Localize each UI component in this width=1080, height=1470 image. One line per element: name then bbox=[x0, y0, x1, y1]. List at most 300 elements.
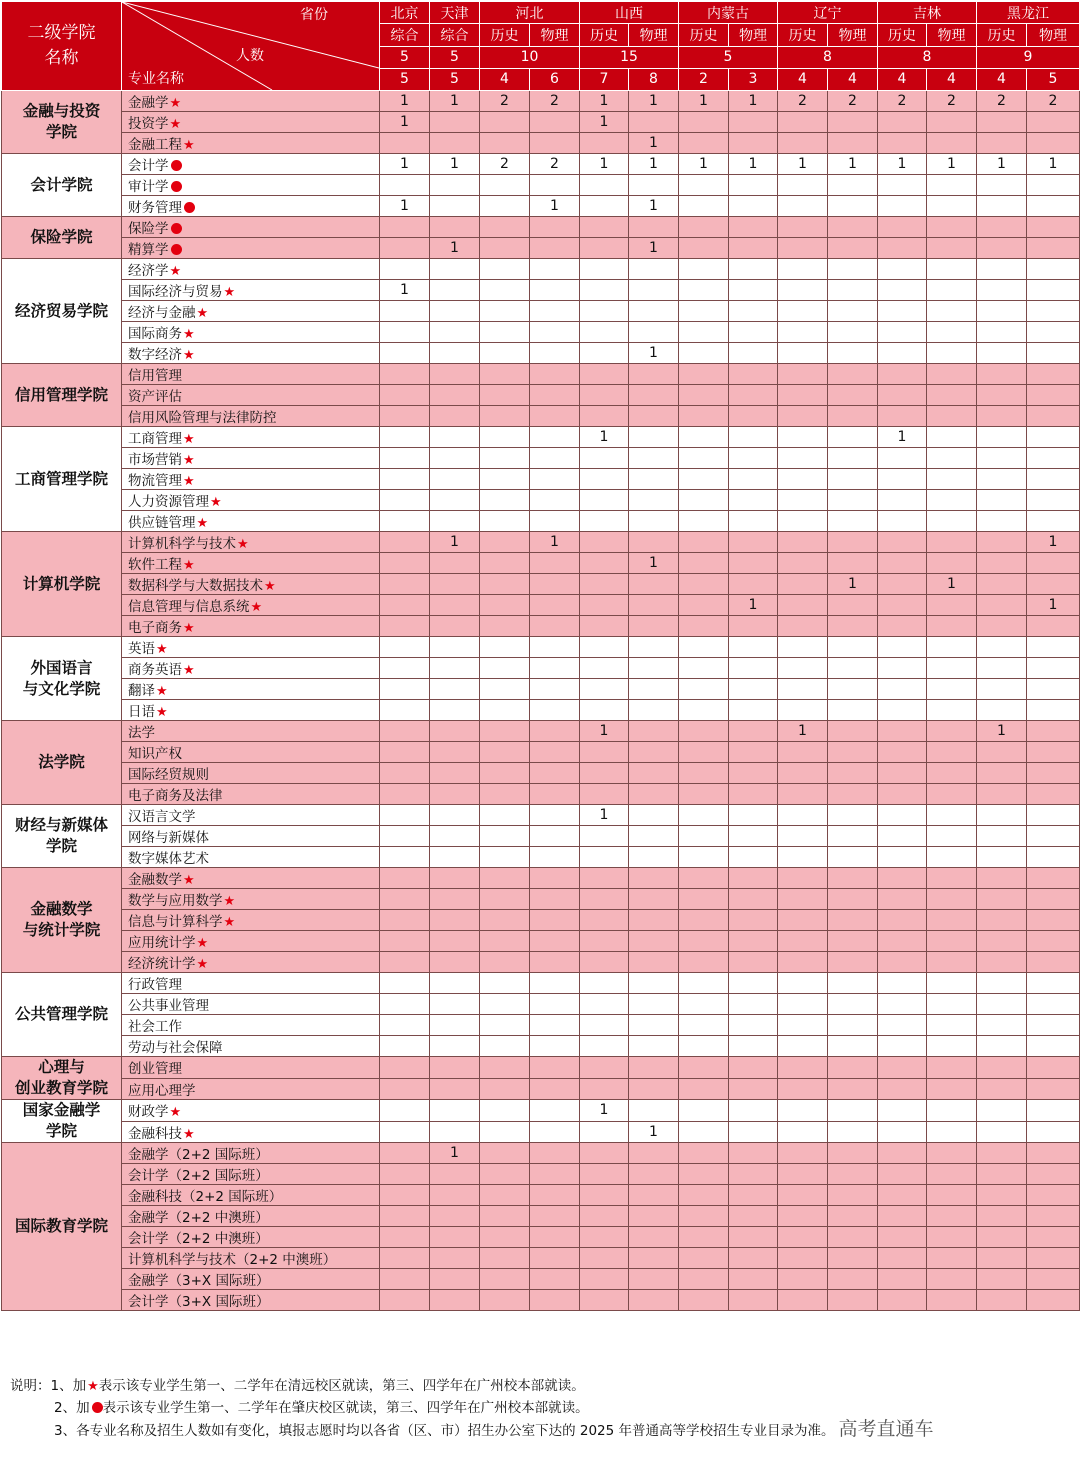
count-cell bbox=[530, 973, 580, 994]
major-name bbox=[122, 574, 380, 595]
count-cell bbox=[729, 280, 778, 301]
count-cell bbox=[480, 175, 530, 196]
subject-header: 综合 bbox=[380, 24, 430, 46]
count-cell bbox=[778, 301, 828, 322]
count-cell bbox=[530, 868, 580, 889]
count-cell bbox=[580, 889, 629, 910]
count-cell bbox=[778, 1206, 828, 1227]
count-cell bbox=[828, 1015, 878, 1036]
count-cell bbox=[977, 847, 1027, 868]
count-cell bbox=[380, 1269, 430, 1290]
count-cell bbox=[679, 1164, 729, 1185]
star-icon: ★ bbox=[183, 138, 195, 153]
subject-count: 4 bbox=[778, 68, 828, 90]
count-cell bbox=[679, 322, 729, 343]
count-cell bbox=[878, 700, 927, 721]
count-cell bbox=[977, 1185, 1027, 1206]
count-cell bbox=[530, 952, 580, 973]
count-cell bbox=[629, 931, 679, 952]
count-cell bbox=[580, 196, 629, 217]
major-name bbox=[122, 217, 380, 238]
count-cell bbox=[729, 1206, 778, 1227]
subject-count: 5 bbox=[1027, 68, 1080, 90]
count-cell bbox=[380, 1143, 430, 1164]
star-icon: ★ bbox=[196, 306, 209, 321]
count-cell bbox=[430, 679, 480, 700]
count-cell bbox=[530, 301, 580, 322]
count-cell: 2 bbox=[878, 91, 927, 112]
major-label: 知识产权 bbox=[128, 746, 182, 762]
count-cell bbox=[828, 1227, 878, 1248]
table-row bbox=[2, 259, 1080, 280]
count-cell bbox=[480, 1143, 530, 1164]
count-cell bbox=[778, 322, 828, 343]
count-cell bbox=[778, 679, 828, 700]
count-cell bbox=[380, 742, 430, 763]
subject-count: 4 bbox=[977, 68, 1027, 90]
count-cell bbox=[977, 805, 1027, 826]
count-cell bbox=[629, 1143, 679, 1164]
major-name bbox=[122, 742, 380, 763]
table-row bbox=[2, 553, 1080, 574]
major-name bbox=[122, 847, 380, 868]
count-cell bbox=[679, 532, 729, 553]
count-cell bbox=[380, 259, 430, 280]
count-cell bbox=[878, 994, 927, 1015]
count-cell bbox=[380, 532, 430, 553]
subject-header: 物理 bbox=[530, 24, 580, 46]
count-cell: 1 bbox=[778, 721, 828, 742]
college-name: 财经与新媒体 学院 bbox=[2, 805, 122, 868]
count-cell bbox=[380, 469, 430, 490]
count-cell bbox=[629, 490, 679, 511]
count-cell: 1 bbox=[380, 196, 430, 217]
count-cell: 1 bbox=[878, 427, 927, 448]
count-cell bbox=[530, 406, 580, 427]
college-name: 法学院 bbox=[2, 721, 122, 805]
count-cell bbox=[977, 1269, 1027, 1290]
count-cell bbox=[679, 1057, 729, 1079]
count-cell bbox=[380, 364, 430, 385]
major-label: 会计学 bbox=[128, 158, 169, 174]
major-label: 经济与金融 bbox=[128, 305, 196, 321]
count-label: 人数 bbox=[236, 48, 264, 64]
count-cell bbox=[580, 1015, 629, 1036]
count-cell bbox=[530, 763, 580, 784]
count-cell bbox=[977, 1227, 1027, 1248]
note1-prefix: 1、加 bbox=[50, 1378, 87, 1394]
count-cell bbox=[380, 805, 430, 826]
count-cell bbox=[927, 448, 977, 469]
count-cell bbox=[1027, 490, 1080, 511]
major-name bbox=[122, 973, 380, 994]
count-cell bbox=[878, 742, 927, 763]
count-cell bbox=[828, 1078, 878, 1100]
major-label: 应用心理学 bbox=[128, 1082, 196, 1099]
count-cell bbox=[580, 763, 629, 784]
star-icon: ★ bbox=[87, 1379, 99, 1394]
count-cell bbox=[380, 973, 430, 994]
count-cell bbox=[927, 784, 977, 805]
count-cell bbox=[380, 511, 430, 532]
count-cell bbox=[729, 469, 778, 490]
major-label: 商务英语 bbox=[128, 662, 182, 678]
count-cell bbox=[927, 1015, 977, 1036]
count-cell bbox=[828, 994, 878, 1015]
count-cell bbox=[530, 595, 580, 616]
major-name bbox=[122, 1269, 380, 1290]
count-cell bbox=[977, 1100, 1027, 1122]
table-row bbox=[2, 1036, 1080, 1057]
major-name bbox=[122, 910, 380, 931]
count-cell bbox=[927, 217, 977, 238]
table-row bbox=[2, 1057, 1080, 1079]
count-cell bbox=[629, 175, 679, 196]
count-cell bbox=[580, 1078, 629, 1100]
count-cell bbox=[778, 1036, 828, 1057]
count-cell bbox=[977, 931, 1027, 952]
college-name: 国家金融学 学院 bbox=[2, 1100, 122, 1143]
count-cell bbox=[828, 259, 878, 280]
count-cell bbox=[380, 679, 430, 700]
count-cell bbox=[629, 742, 679, 763]
count-cell bbox=[927, 1185, 977, 1206]
major-label: 金融数学 bbox=[128, 872, 182, 888]
count-cell bbox=[430, 910, 480, 931]
subject-header: 物理 bbox=[927, 24, 977, 46]
count-cell bbox=[580, 448, 629, 469]
major-name bbox=[122, 427, 380, 448]
count-cell bbox=[729, 1036, 778, 1057]
major-name bbox=[122, 1100, 380, 1122]
province-header: 河北 bbox=[480, 2, 580, 24]
star-icon: ★ bbox=[183, 621, 195, 636]
count-cell bbox=[530, 721, 580, 742]
count-cell bbox=[679, 1248, 729, 1269]
count-cell bbox=[1027, 1269, 1080, 1290]
count-cell bbox=[828, 1100, 878, 1122]
count-cell bbox=[878, 1206, 927, 1227]
star-icon: ★ bbox=[223, 285, 236, 300]
count-cell bbox=[530, 133, 580, 154]
count-cell bbox=[977, 574, 1027, 595]
major-name bbox=[122, 553, 380, 574]
count-cell bbox=[679, 889, 729, 910]
count-cell bbox=[977, 511, 1027, 532]
major-name bbox=[122, 637, 380, 658]
count-cell bbox=[480, 259, 530, 280]
count-cell bbox=[430, 1121, 480, 1143]
count-cell bbox=[430, 511, 480, 532]
count-cell bbox=[878, 532, 927, 553]
count-cell bbox=[380, 406, 430, 427]
count-cell bbox=[480, 763, 530, 784]
count-cell bbox=[480, 448, 530, 469]
college-header bbox=[2, 2, 122, 91]
count-cell bbox=[380, 322, 430, 343]
count-cell bbox=[480, 301, 530, 322]
count-cell: 2 bbox=[480, 91, 530, 112]
count-cell bbox=[878, 595, 927, 616]
count-cell bbox=[729, 1078, 778, 1100]
subject-count: 4 bbox=[927, 68, 977, 90]
count-cell bbox=[480, 427, 530, 448]
count-cell bbox=[430, 1269, 480, 1290]
count-cell bbox=[828, 196, 878, 217]
count-cell bbox=[679, 385, 729, 406]
table-row bbox=[2, 616, 1080, 637]
count-cell bbox=[878, 763, 927, 784]
count-cell bbox=[530, 1036, 580, 1057]
major-name bbox=[122, 322, 380, 343]
count-cell bbox=[977, 133, 1027, 154]
table-row bbox=[2, 532, 1080, 553]
star-icon: ★ bbox=[223, 915, 236, 930]
count-cell bbox=[878, 847, 927, 868]
count-cell bbox=[1027, 196, 1080, 217]
count-cell bbox=[380, 721, 430, 742]
count-cell bbox=[430, 721, 480, 742]
count-cell bbox=[1027, 1290, 1080, 1311]
count-cell bbox=[828, 511, 878, 532]
count-cell bbox=[430, 322, 480, 343]
count-cell bbox=[729, 847, 778, 868]
count-cell bbox=[580, 1206, 629, 1227]
notes-label: 说明： bbox=[10, 1378, 51, 1394]
province-total: 8 bbox=[878, 46, 977, 68]
count-cell bbox=[530, 112, 580, 133]
college-name: 公共管理学院 bbox=[2, 973, 122, 1057]
count-cell bbox=[729, 448, 778, 469]
subject-count: 3 bbox=[729, 68, 778, 90]
table-row bbox=[2, 112, 1080, 133]
major-name bbox=[122, 532, 380, 553]
count-cell: 1 bbox=[629, 343, 679, 364]
count-cell bbox=[679, 931, 729, 952]
count-cell bbox=[1027, 1248, 1080, 1269]
count-cell bbox=[878, 910, 927, 931]
count-cell bbox=[480, 679, 530, 700]
count-cell bbox=[629, 385, 679, 406]
count-cell bbox=[1027, 553, 1080, 574]
count-cell bbox=[729, 742, 778, 763]
count-cell bbox=[1027, 784, 1080, 805]
count-cell bbox=[480, 1290, 530, 1311]
college-name: 国际教育学院 bbox=[2, 1143, 122, 1311]
count-cell bbox=[530, 889, 580, 910]
star-icon: ★ bbox=[183, 432, 195, 447]
count-cell bbox=[1027, 511, 1080, 532]
count-cell bbox=[679, 1206, 729, 1227]
table-row bbox=[2, 196, 1080, 217]
count-cell bbox=[1027, 868, 1080, 889]
major-name bbox=[122, 343, 380, 364]
count-cell: 2 bbox=[1027, 91, 1080, 112]
count-cell bbox=[580, 1248, 629, 1269]
count-cell bbox=[729, 763, 778, 784]
count-cell bbox=[580, 133, 629, 154]
star-icon: ★ bbox=[183, 1126, 195, 1142]
count-cell bbox=[878, 931, 927, 952]
table-row bbox=[2, 301, 1080, 322]
major-label: 翻译 bbox=[128, 683, 155, 699]
count-cell bbox=[679, 343, 729, 364]
count-cell: 1 bbox=[380, 280, 430, 301]
count-cell bbox=[679, 742, 729, 763]
count-cell bbox=[729, 1100, 778, 1122]
count-cell bbox=[927, 385, 977, 406]
count-cell bbox=[878, 1185, 927, 1206]
count-cell bbox=[778, 973, 828, 994]
table-row bbox=[2, 1185, 1080, 1206]
count-cell bbox=[1027, 1100, 1080, 1122]
table-row bbox=[2, 238, 1080, 259]
count-cell bbox=[580, 658, 629, 679]
count-cell bbox=[480, 784, 530, 805]
count-cell bbox=[977, 1143, 1027, 1164]
count-cell bbox=[927, 700, 977, 721]
count-cell bbox=[530, 1057, 580, 1079]
count-cell bbox=[580, 1269, 629, 1290]
count-cell bbox=[729, 574, 778, 595]
major-name bbox=[122, 805, 380, 826]
count-cell bbox=[530, 910, 580, 931]
count-cell bbox=[927, 658, 977, 679]
count-cell bbox=[828, 406, 878, 427]
count-cell bbox=[480, 280, 530, 301]
count-cell bbox=[729, 952, 778, 973]
count-cell bbox=[580, 1121, 629, 1143]
count-cell bbox=[828, 238, 878, 259]
count-cell bbox=[380, 1185, 430, 1206]
count-cell bbox=[430, 1227, 480, 1248]
count-cell bbox=[878, 553, 927, 574]
count-cell bbox=[828, 1143, 878, 1164]
count-cell bbox=[679, 763, 729, 784]
count-cell bbox=[679, 1290, 729, 1311]
major-label: 资产评估 bbox=[128, 389, 182, 405]
count-cell bbox=[828, 1185, 878, 1206]
count-cell bbox=[580, 847, 629, 868]
subject-count: 2 bbox=[679, 68, 729, 90]
major-label: 保险学 bbox=[128, 221, 169, 237]
major-label: 数据科学与大数据技术 bbox=[128, 578, 263, 594]
count-cell bbox=[480, 595, 530, 616]
count-cell bbox=[778, 364, 828, 385]
count-cell bbox=[480, 406, 530, 427]
count-cell bbox=[927, 196, 977, 217]
count-cell bbox=[977, 406, 1027, 427]
count-cell bbox=[530, 448, 580, 469]
count-cell bbox=[778, 1185, 828, 1206]
count-cell: 1 bbox=[430, 532, 480, 553]
count-cell bbox=[778, 952, 828, 973]
count-cell: 2 bbox=[828, 91, 878, 112]
count-cell bbox=[729, 1015, 778, 1036]
count-cell bbox=[977, 1015, 1027, 1036]
count-cell bbox=[380, 658, 430, 679]
count-cell bbox=[380, 1015, 430, 1036]
count-cell bbox=[1027, 1015, 1080, 1036]
count-cell bbox=[430, 553, 480, 574]
count-cell bbox=[878, 238, 927, 259]
count-cell bbox=[778, 1290, 828, 1311]
count-cell bbox=[878, 364, 927, 385]
major-label: 会计学（2+2 中澳班） bbox=[128, 1231, 269, 1247]
count-cell bbox=[580, 1290, 629, 1311]
major-name bbox=[122, 301, 380, 322]
count-cell bbox=[430, 1164, 480, 1185]
count-cell bbox=[480, 1100, 530, 1122]
count-cell bbox=[1027, 910, 1080, 931]
count-cell bbox=[530, 511, 580, 532]
count-cell bbox=[828, 784, 878, 805]
count-cell bbox=[828, 532, 878, 553]
province-total: 5 bbox=[430, 46, 480, 68]
count-cell: 1 bbox=[580, 112, 629, 133]
count-cell bbox=[580, 238, 629, 259]
count-cell bbox=[530, 238, 580, 259]
count-cell bbox=[927, 1290, 977, 1311]
table-row bbox=[2, 931, 1080, 952]
count-cell bbox=[927, 511, 977, 532]
count-cell bbox=[828, 133, 878, 154]
count-cell bbox=[629, 322, 679, 343]
count-cell: 1 bbox=[380, 91, 430, 112]
count-cell bbox=[977, 1057, 1027, 1079]
count-cell bbox=[629, 1036, 679, 1057]
college-header-line1: 二级学院 bbox=[27, 23, 96, 43]
count-cell bbox=[480, 112, 530, 133]
count-cell bbox=[480, 637, 530, 658]
count-cell bbox=[1027, 1057, 1080, 1079]
count-cell bbox=[380, 1206, 430, 1227]
count-cell bbox=[629, 952, 679, 973]
count-cell bbox=[480, 1057, 530, 1079]
count-cell bbox=[828, 910, 878, 931]
count-cell bbox=[380, 1290, 430, 1311]
subject-count: 4 bbox=[480, 68, 530, 90]
star-icon: ★ bbox=[156, 705, 168, 720]
count-cell bbox=[629, 427, 679, 448]
major-label: 计算机科学与技术（2+2 中澳班） bbox=[128, 1252, 337, 1268]
count-cell bbox=[629, 406, 679, 427]
count-cell bbox=[629, 1057, 679, 1079]
subject-header: 历史 bbox=[480, 24, 530, 46]
count-cell bbox=[927, 616, 977, 637]
count-cell bbox=[729, 196, 778, 217]
red-dot-icon bbox=[171, 223, 182, 234]
count-cell bbox=[1027, 616, 1080, 637]
count-cell bbox=[977, 301, 1027, 322]
count-cell bbox=[380, 1164, 430, 1185]
count-cell bbox=[729, 1248, 778, 1269]
major-name bbox=[122, 1164, 380, 1185]
count-cell bbox=[380, 1248, 430, 1269]
count-cell: 1 bbox=[580, 154, 629, 175]
count-cell bbox=[729, 931, 778, 952]
count-cell bbox=[629, 910, 679, 931]
count-cell bbox=[778, 595, 828, 616]
count-cell bbox=[828, 679, 878, 700]
count-cell bbox=[927, 175, 977, 196]
count-cell bbox=[430, 700, 480, 721]
count-cell bbox=[927, 259, 977, 280]
count-cell: 1 bbox=[380, 112, 430, 133]
count-cell bbox=[977, 1078, 1027, 1100]
count-cell bbox=[530, 259, 580, 280]
count-cell bbox=[530, 742, 580, 763]
